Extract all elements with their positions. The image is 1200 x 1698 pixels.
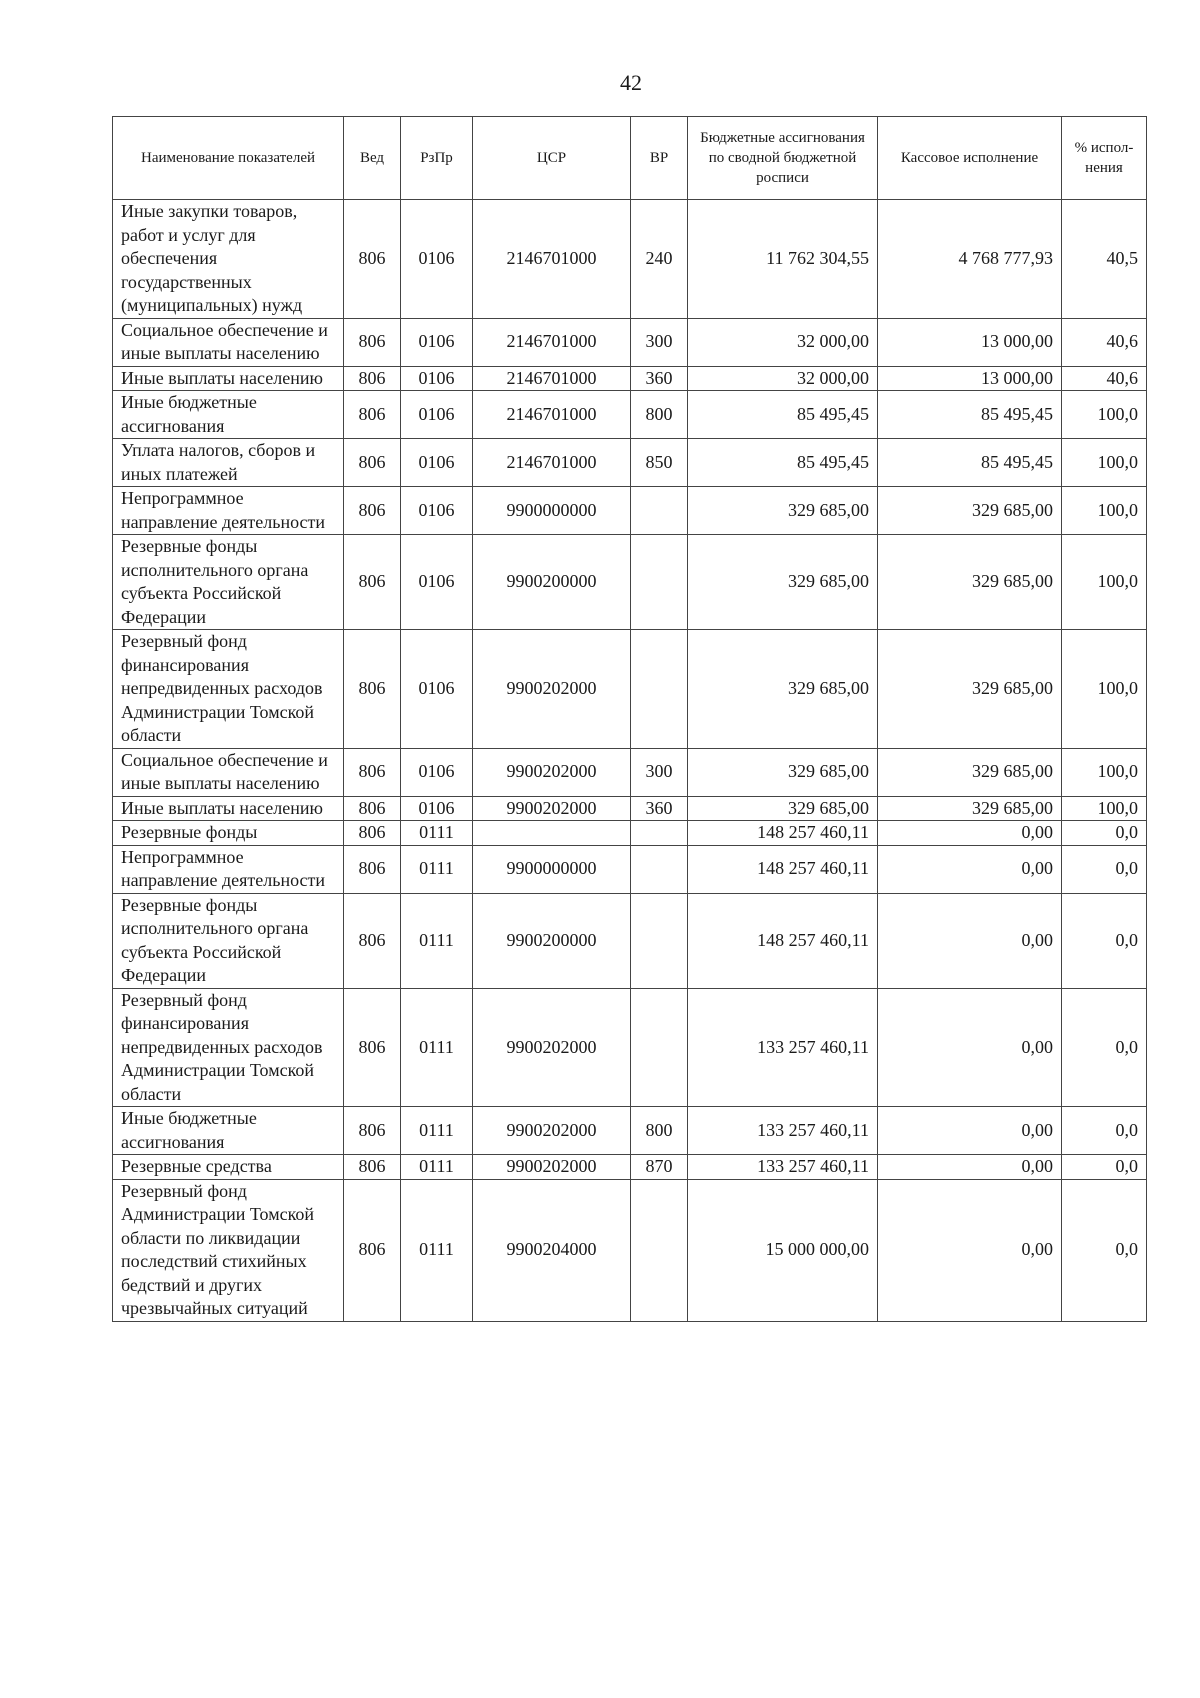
row-percent: 100,0	[1062, 535, 1147, 630]
row-percent: 100,0	[1062, 630, 1147, 749]
row-rzpr: 0106	[401, 366, 473, 391]
row-percent: 100,0	[1062, 487, 1147, 535]
row-ved: 806	[344, 318, 401, 366]
row-vr: 300	[631, 748, 688, 796]
row-percent: 0,0	[1062, 988, 1147, 1107]
row-ved: 806	[344, 1155, 401, 1180]
row-budget: 329 685,00	[688, 796, 878, 821]
row-cash: 329 685,00	[878, 487, 1062, 535]
row-name: Иные выплаты населению	[113, 796, 344, 821]
table-row	[113, 535, 1147, 630]
row-percent: 40,6	[1062, 366, 1147, 391]
row-rzpr: 0111	[401, 1155, 473, 1180]
row-budget: 85 495,45	[688, 439, 878, 487]
row-vr: 800	[631, 1107, 688, 1155]
row-budget: 11 762 304,55	[688, 200, 878, 319]
row-cash: 13 000,00	[878, 366, 1062, 391]
row-percent: 0,0	[1062, 1155, 1147, 1180]
row-cash: 329 685,00	[878, 748, 1062, 796]
row-percent: 0,0	[1062, 1107, 1147, 1155]
row-cash: 4 768 777,93	[878, 200, 1062, 319]
row-percent: 0,0	[1062, 893, 1147, 988]
row-rzpr: 0111	[401, 988, 473, 1107]
header-vr: ВР	[631, 117, 688, 200]
row-budget: 133 257 460,11	[688, 1155, 878, 1180]
row-name: Резервные фонды	[113, 821, 344, 846]
table-row	[113, 487, 1147, 535]
row-csr: 9900202000	[473, 1107, 631, 1155]
row-rzpr: 0106	[401, 630, 473, 749]
header-name: Наименование показателей	[113, 117, 344, 200]
header-cash: Кассовое исполнение	[878, 117, 1062, 200]
row-rzpr: 0111	[401, 821, 473, 846]
row-rzpr: 0111	[401, 1107, 473, 1155]
row-cash: 329 685,00	[878, 535, 1062, 630]
row-name: Иные бюджетные ассигнования	[113, 1107, 344, 1155]
row-ved: 806	[344, 200, 401, 319]
row-percent: 100,0	[1062, 796, 1147, 821]
row-csr: 2146701000	[473, 318, 631, 366]
row-cash: 85 495,45	[878, 391, 1062, 439]
table-row	[113, 1107, 1147, 1155]
table-row	[113, 845, 1147, 893]
row-vr	[631, 535, 688, 630]
table-row	[113, 1155, 1147, 1180]
row-budget: 15 000 000,00	[688, 1179, 878, 1321]
row-budget: 133 257 460,11	[688, 988, 878, 1107]
row-name: Непрограммное направление деятельности	[113, 487, 344, 535]
row-percent: 100,0	[1062, 748, 1147, 796]
row-ved: 806	[344, 1179, 401, 1321]
row-budget: 32 000,00	[688, 366, 878, 391]
header-budget: Бюджетные ассигнования по сводной бюджетной росписи	[688, 117, 878, 200]
row-cash: 0,00	[878, 893, 1062, 988]
table-row	[113, 366, 1147, 391]
row-vr: 360	[631, 796, 688, 821]
row-vr: 850	[631, 439, 688, 487]
row-ved: 806	[344, 535, 401, 630]
row-percent: 100,0	[1062, 439, 1147, 487]
row-name: Резервный фонд Администрации Томской области по ликвидации последствий стихийных бедствий и других чрезвычайных ситуаций	[113, 1179, 344, 1321]
row-csr	[473, 821, 631, 846]
row-csr: 2146701000	[473, 200, 631, 319]
row-csr: 9900202000	[473, 748, 631, 796]
row-csr: 9900202000	[473, 1155, 631, 1180]
row-budget: 148 257 460,11	[688, 821, 878, 846]
row-budget: 32 000,00	[688, 318, 878, 366]
row-ved: 806	[344, 821, 401, 846]
row-name: Иные выплаты населению	[113, 366, 344, 391]
row-vr	[631, 893, 688, 988]
row-vr	[631, 630, 688, 749]
row-percent: 0,0	[1062, 1179, 1147, 1321]
row-vr	[631, 845, 688, 893]
row-rzpr: 0106	[401, 200, 473, 319]
row-rzpr: 0106	[401, 535, 473, 630]
row-cash: 0,00	[878, 1107, 1062, 1155]
row-vr	[631, 487, 688, 535]
page-number: 42	[620, 70, 642, 95]
row-vr: 800	[631, 391, 688, 439]
row-budget: 329 685,00	[688, 487, 878, 535]
row-cash: 0,00	[878, 845, 1062, 893]
header-rzpr: РзПр	[401, 117, 473, 200]
row-name: Социальное обеспечение и иные выплаты населению	[113, 748, 344, 796]
row-budget: 329 685,00	[688, 630, 878, 749]
row-name: Уплата налогов, сборов и иных платежей	[113, 439, 344, 487]
row-percent: 40,5	[1062, 200, 1147, 319]
row-vr	[631, 821, 688, 846]
row-ved: 806	[344, 988, 401, 1107]
row-csr: 9900000000	[473, 845, 631, 893]
row-name: Резервные средства	[113, 1155, 344, 1180]
row-name: Резервные фонды исполнительного органа субъекта Российской Федерации	[113, 535, 344, 630]
row-rzpr: 0111	[401, 893, 473, 988]
header-percent: % испол-нения	[1062, 117, 1147, 200]
row-name: Непрограммное направление деятельности	[113, 845, 344, 893]
row-ved: 806	[344, 366, 401, 391]
header-ved: Вед	[344, 117, 401, 200]
row-budget: 133 257 460,11	[688, 1107, 878, 1155]
row-csr: 9900000000	[473, 487, 631, 535]
row-csr: 2146701000	[473, 366, 631, 391]
row-percent: 40,6	[1062, 318, 1147, 366]
row-rzpr: 0106	[401, 796, 473, 821]
header-csr: ЦСР	[473, 117, 631, 200]
row-ved: 806	[344, 439, 401, 487]
row-percent: 0,0	[1062, 821, 1147, 846]
row-budget: 329 685,00	[688, 535, 878, 630]
row-ved: 806	[344, 487, 401, 535]
table-row	[113, 988, 1147, 1107]
row-csr: 9900204000	[473, 1179, 631, 1321]
row-rzpr: 0106	[401, 318, 473, 366]
row-ved: 806	[344, 845, 401, 893]
row-cash: 0,00	[878, 821, 1062, 846]
row-cash: 329 685,00	[878, 630, 1062, 749]
row-budget: 85 495,45	[688, 391, 878, 439]
row-ved: 806	[344, 391, 401, 439]
row-rzpr: 0106	[401, 439, 473, 487]
row-percent: 0,0	[1062, 845, 1147, 893]
row-name: Резервный фонд финансирования непредвиденных расходов Администрации Томской области	[113, 630, 344, 749]
row-vr: 300	[631, 318, 688, 366]
row-csr: 9900200000	[473, 535, 631, 630]
row-csr: 9900202000	[473, 796, 631, 821]
row-ved: 806	[344, 1107, 401, 1155]
budget-execution-table	[112, 116, 1147, 1322]
row-budget: 148 257 460,11	[688, 893, 878, 988]
row-csr: 9900202000	[473, 988, 631, 1107]
row-cash: 0,00	[878, 1179, 1062, 1321]
table-row	[113, 893, 1147, 988]
row-ved: 806	[344, 630, 401, 749]
row-vr	[631, 1179, 688, 1321]
table-row	[113, 821, 1147, 846]
table-body	[113, 200, 1147, 1322]
row-csr: 2146701000	[473, 391, 631, 439]
table-row	[113, 391, 1147, 439]
row-ved: 806	[344, 893, 401, 988]
row-cash: 0,00	[878, 1155, 1062, 1180]
row-name: Иные бюджетные ассигнования	[113, 391, 344, 439]
row-vr	[631, 988, 688, 1107]
table-row	[113, 318, 1147, 366]
row-csr: 9900200000	[473, 893, 631, 988]
table-row	[113, 1179, 1147, 1321]
row-name: Резервные фонды исполнительного органа субъекта Российской Федерации	[113, 893, 344, 988]
row-ved: 806	[344, 748, 401, 796]
row-cash: 329 685,00	[878, 796, 1062, 821]
table-header-row	[113, 117, 1147, 200]
row-rzpr: 0111	[401, 845, 473, 893]
row-budget: 148 257 460,11	[688, 845, 878, 893]
row-rzpr: 0111	[401, 1179, 473, 1321]
row-rzpr: 0106	[401, 487, 473, 535]
row-vr: 870	[631, 1155, 688, 1180]
row-budget: 329 685,00	[688, 748, 878, 796]
table-row	[113, 200, 1147, 319]
row-name: Иные закупки товаров, работ и услуг для обеспечения государственных (муниципальных) нужд	[113, 200, 344, 319]
row-vr: 360	[631, 366, 688, 391]
table-row	[113, 748, 1147, 796]
row-csr: 9900202000	[473, 630, 631, 749]
table-row	[113, 630, 1147, 749]
row-vr: 240	[631, 200, 688, 319]
row-csr: 2146701000	[473, 439, 631, 487]
row-percent: 100,0	[1062, 391, 1147, 439]
row-name: Резервный фонд финансирования непредвиденных расходов Администрации Томской области	[113, 988, 344, 1107]
row-rzpr: 0106	[401, 391, 473, 439]
table-row	[113, 439, 1147, 487]
table-row	[113, 796, 1147, 821]
row-ved: 806	[344, 796, 401, 821]
row-rzpr: 0106	[401, 748, 473, 796]
row-cash: 0,00	[878, 988, 1062, 1107]
row-cash: 85 495,45	[878, 439, 1062, 487]
row-name: Социальное обеспечение и иные выплаты населению	[113, 318, 344, 366]
row-cash: 13 000,00	[878, 318, 1062, 366]
